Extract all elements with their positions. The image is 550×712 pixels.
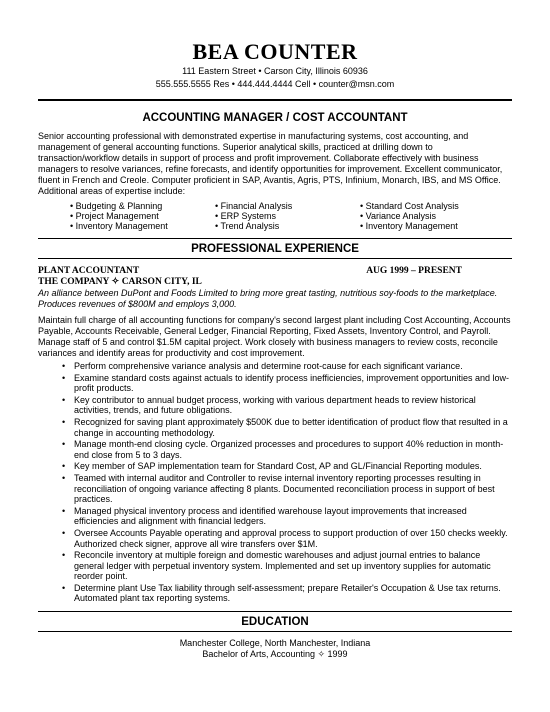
achievement-item: • Reconcile inventory at multiple foreign and domestic warehouses and adjust journal entries to balance general ledger with perpetual inventory system. Implemented and set up inventory supplies for automatic reorder point. bbox=[62, 550, 512, 582]
job-summary: Maintain full charge of all accounting functions for company's second largest plant including Cost Accounting, Accounts Payable, Accounts Receivable, General Ledger, Financial Reporting, Fixed Assets, Inventory Control, and Payroll. Manage staff of 5 and control $1.5M capital project. Work closely with business managers to review costs, reconcile variances and identify areas for productivity and cost improvement. bbox=[38, 315, 511, 358]
job-title: PLANT ACCOUNTANT bbox=[38, 266, 140, 276]
achievement-item: • Key member of SAP implementation team for Standard Cost, AP and GL/Financial Reporting modules. bbox=[62, 461, 512, 472]
education-degree: Bachelor of Arts, Accounting ✧ 1999 bbox=[202, 648, 348, 659]
experience-divider-top bbox=[38, 238, 512, 239]
profile-summary: Senior accounting professional with demonstrated expertise in manufacturing systems, cost accounting, and management of general accounting functions. Superior analytical skills, practiced at drilling down to transaction/workflow details in support of process and profit improvement. Collaborate effectively with business managers to resolve variances, refine forecasts, and identify opportunities for improvement. Excellent communicator, fluent in French and Creole. Computer proficient in SAP, Avantis, Agris, PTS, Infinium, Monarch, IBS, and MS Office. Additional areas of expertise include: bbox=[38, 131, 503, 196]
achievement-item: • Perform comprehensive variance analysis and determine root-cause for each significant variance. bbox=[62, 361, 512, 372]
resume-headline: ACCOUNTING MANAGER / COST ACCOUNTANT bbox=[142, 112, 408, 124]
skills-column-1 bbox=[70, 201, 215, 231]
education-divider-top bbox=[38, 611, 512, 612]
achievement-item: • Examine standard costs against actuals to identify process inefficiencies, improvement opportunities and low-profit products. bbox=[62, 373, 512, 394]
company-name: THE COMPANY ✧ CARSON CITY, IL bbox=[38, 277, 202, 287]
company-description: An alliance between DuPont and Foods Limited to bring more great tasting, nutritious soy-foods to the marketplace. Produces revenues of $800M and employs 3,000. bbox=[38, 288, 498, 309]
header-divider bbox=[38, 99, 512, 101]
skill-item: • Variance Analysis bbox=[360, 211, 505, 221]
skills-column-3 bbox=[360, 201, 505, 231]
skill-item: • ERP Systems bbox=[215, 211, 360, 221]
experience-section-title: PROFESSIONAL EXPERIENCE bbox=[191, 243, 359, 255]
skills-list bbox=[38, 201, 512, 231]
candidate-name: BEA COUNTER bbox=[192, 39, 358, 64]
skill-item: • Budgeting & Planning bbox=[70, 201, 215, 211]
education-section-title: EDUCATION bbox=[241, 616, 309, 629]
achievement-item: • Oversee Accounts Payable operating and approval process to support production of over 150 checks weekly. Authorized check signer, approve all wire transfers over $1M. bbox=[62, 528, 512, 549]
education-school: Manchester College, North Manchester, Indiana bbox=[179, 638, 371, 649]
achievement-item: • Manage month-end closing cycle. Organized processes and procedures to support 40% reduction in month-end close from 5 to 3 days. bbox=[62, 439, 512, 460]
achievement-item: • Teamed with internal auditor and Controller to revise internal inventory reporting processes resulting in reconciliation of ongoing variance affecting 8 plants. Documented reconciliation process in support of best practices. bbox=[62, 473, 512, 505]
contact-address: 111 Eastern Street • Carson City, Illinois 60936 bbox=[182, 66, 368, 76]
achievement-item: • Determine plant Use Tax liability through self-assessment; prepare Retailer's Occupation & Use tax returns. Automated plant tax reporting systems. bbox=[62, 583, 512, 604]
achievement-list bbox=[38, 361, 512, 604]
experience-divider-bottom bbox=[38, 258, 512, 259]
skill-item: • Financial Analysis bbox=[215, 201, 360, 211]
achievement-item: • Recognized for saving plant approximately $500K due to better identification of product flow that resulted in a change in accounting methodology. bbox=[62, 417, 512, 438]
education-divider-bottom bbox=[38, 631, 512, 632]
skill-item: • Inventory Management bbox=[360, 221, 505, 231]
job-header bbox=[38, 266, 512, 277]
achievement-item: • Managed physical inventory process and identified warehouse layout improvements that increased efficiencies and alignment with financial ledgers. bbox=[62, 506, 512, 527]
achievement-item: • Key contributor to annual budget process, working with various department heads to review historical activities, trends, and future obligations. bbox=[62, 395, 512, 416]
skills-column-2 bbox=[215, 201, 360, 231]
job-dates: AUG 1999 – PRESENT bbox=[366, 266, 462, 276]
skill-item: • Trend Analysis bbox=[215, 221, 360, 231]
skill-item: • Standard Cost Analysis bbox=[360, 201, 505, 211]
skill-item: • Project Management bbox=[70, 211, 215, 221]
contact-phones-email: 555.555.5555 Res • 444.444.4444 Cell • counter@msn.com bbox=[155, 79, 395, 89]
skill-item: • Inventory Management bbox=[70, 221, 215, 231]
